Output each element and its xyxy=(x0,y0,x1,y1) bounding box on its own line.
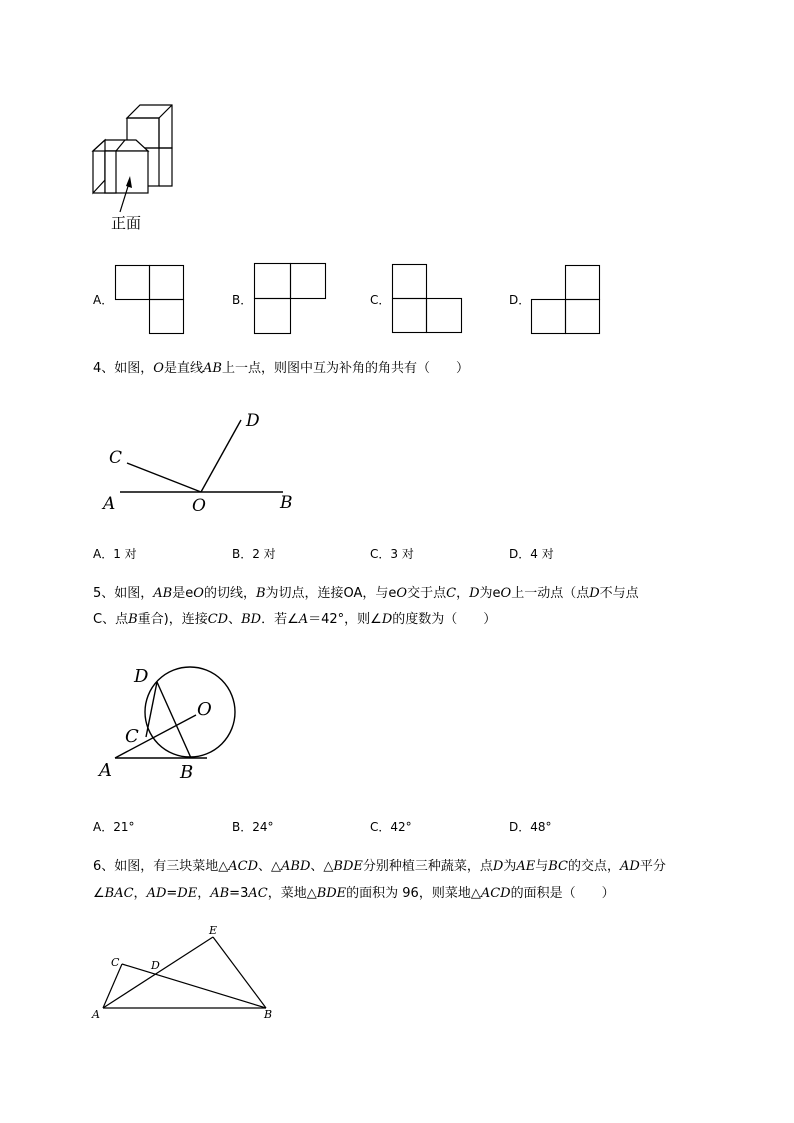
label-d: D xyxy=(134,666,149,687)
segment-dc xyxy=(146,682,157,737)
label-c: C xyxy=(111,956,120,969)
q3-option-a-shape xyxy=(115,265,185,335)
q6-number: 6、 xyxy=(93,859,115,874)
q5-option-b[interactable]: B．24° xyxy=(232,820,274,834)
q3-option-b[interactable]: B． xyxy=(232,293,253,307)
label-a: A xyxy=(103,494,116,514)
q5-stem-line1: 5、如图，AB是eO的切线，B为切点，连接OA，与eO交于点C，D为eO上一动点（点D不与点 xyxy=(93,586,639,601)
q4-option-c[interactable]: C．3 对 xyxy=(370,547,414,561)
q3-option-c[interactable]: C． xyxy=(370,293,391,307)
label-c: C xyxy=(125,726,139,747)
q4-stem: 4、如图，O是直线AB上一点，则图中互为补角的角共有（ ） xyxy=(93,361,469,376)
q4-option-a[interactable]: A．1 对 xyxy=(93,547,137,561)
ray-oc xyxy=(127,463,201,492)
label-c: C xyxy=(109,448,123,468)
q4-angle-figure xyxy=(100,405,310,520)
label-o: O xyxy=(192,496,206,516)
label-b: B xyxy=(264,1008,273,1021)
q3-option-d[interactable]: D． xyxy=(509,293,531,307)
q3-option-c-shape xyxy=(392,264,464,336)
ray-od xyxy=(201,420,241,492)
label-a: A xyxy=(92,1008,100,1021)
label-d: D xyxy=(151,959,160,972)
circle-o xyxy=(145,667,235,757)
q3-option-b-shape xyxy=(254,263,329,335)
q5-circle-figure xyxy=(95,660,255,790)
front-label: 正面 xyxy=(111,214,142,232)
q3-option-d-shape xyxy=(531,265,603,337)
cube-stack-figure xyxy=(85,100,185,200)
label-e: E xyxy=(209,924,218,937)
label-d: D xyxy=(246,411,260,431)
label-b: B xyxy=(280,493,293,513)
label-b: B xyxy=(180,762,194,783)
segment-cb xyxy=(122,964,266,1008)
q3-option-a[interactable]: A． xyxy=(93,293,114,307)
q6-triangle-figure xyxy=(90,920,280,1025)
q4-option-d[interactable]: D．4 对 xyxy=(509,547,554,561)
q5-stem-line2: C、点B重合)，连接CD、BD．若∠A＝42°，则∠D的度数为（ ） xyxy=(93,612,497,627)
segment-eb xyxy=(213,937,266,1008)
q5-number: 5、 xyxy=(93,586,115,601)
q6-stem-line1: 6、如图，有三块菜地△ACD、△ABD、△BDE分别种植三种蔬菜，点D为AE与BC的交点，AD平分 xyxy=(93,859,666,874)
q5-option-c[interactable]: C．42° xyxy=(370,820,412,834)
q6-stem-line2: ∠BAC，AD=DE，AB=3AC，菜地△BDE的面积为 96，则菜地△ACD的面积是（ ） xyxy=(93,886,615,901)
label-o: O xyxy=(197,699,212,720)
label-a: A xyxy=(99,760,112,781)
q4-option-b[interactable]: B．2 对 xyxy=(232,547,276,561)
q5-option-d[interactable]: D．48° xyxy=(509,820,552,834)
segment-ae xyxy=(103,937,213,1008)
q5-option-a[interactable]: A．21° xyxy=(93,820,135,834)
q4-number: 4、 xyxy=(93,361,115,376)
